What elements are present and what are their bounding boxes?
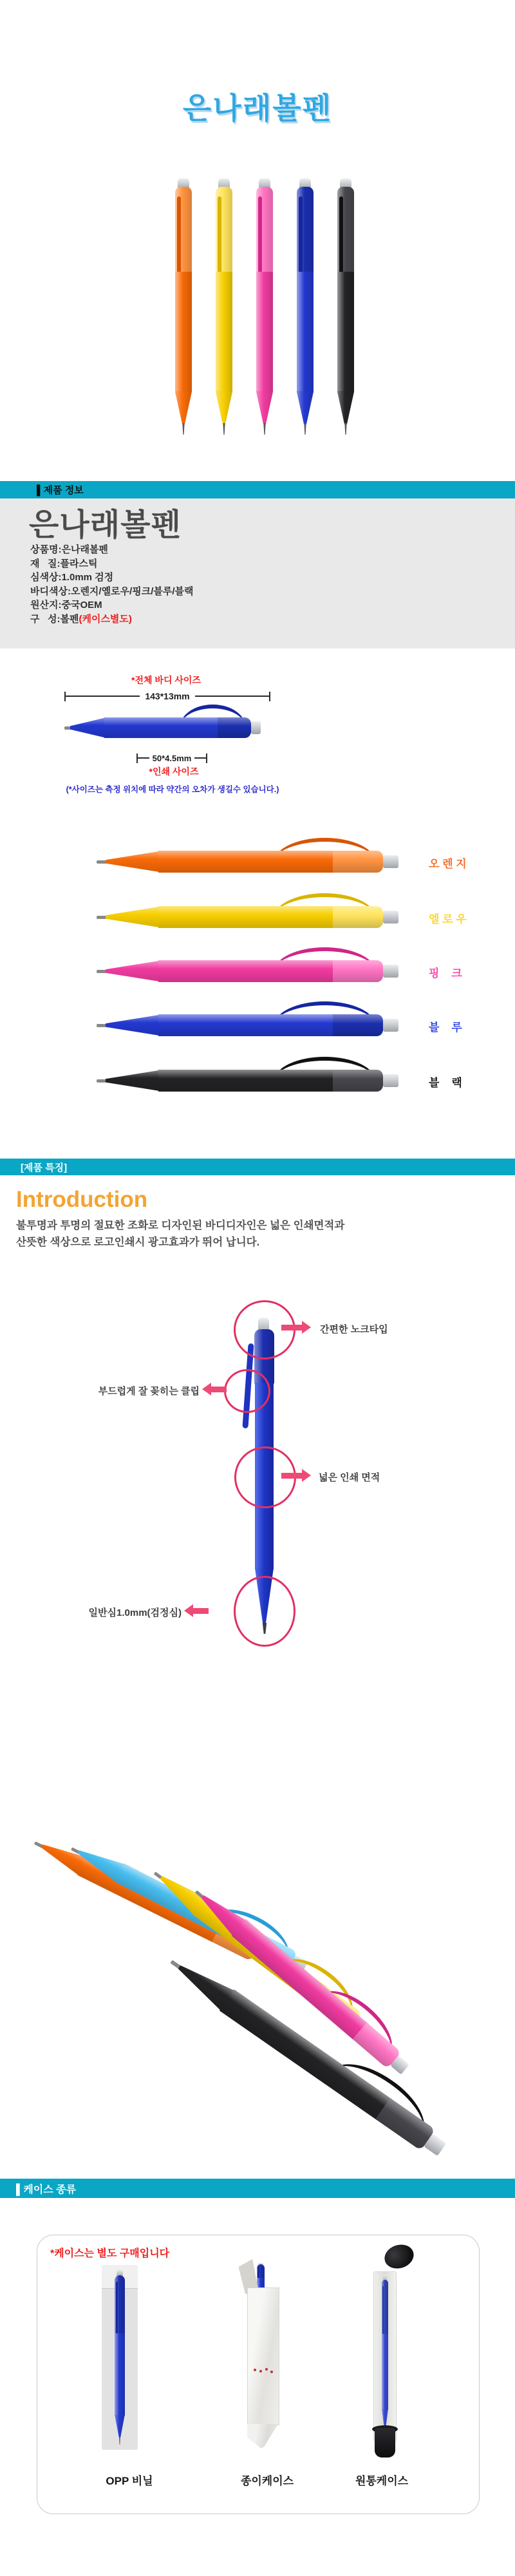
section-bar-label: ▌케이스 종류 — [16, 2184, 77, 2195]
pen-barrel — [297, 272, 314, 392]
hero-pen-blue — [291, 178, 319, 435]
arrow-shaft — [211, 1387, 227, 1392]
opp-case-pen-blue — [111, 2269, 128, 2445]
section-bar-label: ▌제품 정보 — [37, 485, 84, 496]
arrow-right-icon — [281, 1469, 311, 1482]
pen-barrel — [115, 2333, 125, 2416]
pen-clip — [258, 196, 262, 283]
pen-nock-section — [333, 1070, 384, 1092]
ruler-line — [195, 696, 269, 697]
pen-nock-section — [333, 1014, 384, 1036]
pen-barrel — [158, 960, 334, 982]
composition-red-note: (케이스별도) — [79, 613, 132, 625]
print-size-ruler — [136, 752, 207, 764]
color-row-label-blue: 블 루 — [429, 1021, 462, 1034]
pen-barrel — [216, 272, 232, 392]
pen-knock-button — [383, 855, 398, 868]
pen-tip — [97, 916, 107, 919]
row-pen-black — [97, 1062, 413, 1099]
case-label-cylinder: 원통케이스 — [355, 2475, 409, 2487]
size-pen-blue — [64, 710, 270, 746]
pen-nock-section — [333, 906, 384, 928]
pen-nock-section — [333, 851, 384, 873]
hero-pen-orange — [169, 178, 198, 435]
callout-clip: 부드럽게 잘 꽂히는 클립 — [98, 1386, 200, 1397]
pen-barrel — [382, 2334, 388, 2410]
arrow-head — [302, 1469, 311, 1482]
body-size-label: *전체 바디 사이즈 — [131, 675, 201, 685]
body-size-ruler — [64, 690, 270, 702]
pen-barrel — [175, 272, 192, 392]
pen-barrel — [158, 851, 334, 873]
info-line: 바디색상:오렌지/옐로우/핑크/블루/블랙 — [30, 585, 194, 597]
pen-cone — [70, 717, 108, 738]
pen-clip — [218, 196, 221, 283]
pen-cone — [106, 960, 163, 982]
case-purchase-note: *케이스는 별도 구매입니다 — [50, 2248, 170, 2259]
arrow-shaft — [193, 1608, 209, 1614]
ruler-line — [66, 696, 140, 697]
pen-cone — [216, 391, 232, 424]
pen-cone — [175, 391, 192, 424]
case-opp-vinyl — [102, 2265, 138, 2450]
color-row-label-orange: 오 렌 지 — [429, 858, 467, 870]
row-pen-orange — [97, 843, 413, 880]
pen-cone — [115, 2415, 125, 2438]
product-info-lines — [30, 543, 194, 626]
callout-knock-type: 간편한 노크타입 — [320, 1324, 388, 1335]
composition-label: 구 성:볼펜 — [30, 613, 79, 625]
color-row-label-pink: 핑 크 — [429, 967, 462, 980]
pen-tip — [223, 423, 225, 435]
info-line-composition — [30, 612, 194, 627]
diagram-circle-clip — [224, 1369, 270, 1413]
arrow-left-icon — [202, 1383, 227, 1396]
row-pen-blue — [97, 1007, 413, 1044]
pen-cone — [337, 391, 354, 424]
pen-tip — [97, 1079, 107, 1083]
hero-pen-yellow — [210, 178, 238, 435]
pen-knock-button — [383, 911, 398, 923]
cylinder-pen — [380, 2275, 390, 2437]
pen-knock-button — [383, 965, 398, 978]
ruler-tick — [206, 753, 207, 763]
pen-tip — [97, 860, 107, 864]
page-title: 은나래볼펜 — [182, 91, 333, 125]
pen-tip — [64, 726, 71, 730]
pen-cone — [106, 1070, 163, 1092]
case-paper — [247, 2262, 278, 2448]
pen-tip — [97, 1024, 107, 1027]
info-line: 상품명:은나래볼펜 — [30, 544, 108, 555]
pen-knock-button — [383, 1019, 398, 1032]
section-bar-product-info — [0, 481, 515, 498]
arrow-shaft — [281, 1325, 302, 1331]
cylinder-case-base — [375, 2428, 395, 2458]
pen-clip — [116, 2282, 118, 2341]
introduction-heading: Introduction — [16, 1187, 148, 1212]
introduction-body — [16, 1217, 344, 1251]
arrow-head — [302, 1321, 311, 1334]
pen-knock-button — [383, 1074, 398, 1087]
pen-barrel — [158, 1070, 334, 1092]
info-line: 심색상:1.0mm 검정 — [30, 572, 114, 583]
pen-cone — [297, 391, 314, 424]
pen-tip — [344, 423, 347, 435]
pen-cone — [106, 906, 163, 928]
size-tolerance-note: (*사이즈는 측정 위치에 따라 약간의 오차가 생길수 있습니다.) — [66, 785, 279, 794]
hero-pens-photo — [151, 178, 364, 435]
pen-barrel — [337, 272, 354, 392]
pen-barrel — [256, 272, 273, 392]
pen-tip — [97, 970, 107, 973]
callout-print-area: 넓은 인쇄 면적 — [319, 1472, 380, 1483]
paper-case-bottom — [247, 2424, 278, 2448]
callout-refill-tip: 일반심1.0mm(검정심) — [88, 1607, 182, 1618]
arrow-head — [202, 1383, 211, 1396]
pen-clip — [177, 196, 181, 283]
section-bar-features — [0, 1159, 515, 1175]
color-row-label-yellow: 엘 로 우 — [429, 913, 467, 925]
arrow-left-icon — [184, 1604, 209, 1617]
arrow-shaft — [281, 1473, 302, 1479]
pen-clip — [299, 196, 303, 283]
ruler-line — [138, 757, 149, 759]
section-bar-cases — [0, 2179, 515, 2198]
pen-nock-section — [218, 717, 250, 738]
introduction-line: 산뜻한 색상으로 로고인쇄시 광고효과가 뛰어 납니다. — [16, 1236, 260, 1248]
print-size-value: 50*4.5mm — [152, 753, 192, 763]
pen-knock-button — [251, 721, 261, 734]
introduction-line: 불투명과 투명의 절묘한 조화로 디자인된 바디디자인은 넓은 인쇄면적과 — [16, 1220, 345, 1231]
ruler-line — [194, 757, 206, 759]
pen-cone — [256, 391, 273, 424]
color-row-label-black: 블 랙 — [429, 1077, 462, 1089]
opp-pen — [111, 2269, 128, 2445]
pen-nock-section — [333, 960, 384, 982]
diagram-circle-tip — [234, 1576, 295, 1647]
paper-case-body — [247, 2287, 279, 2425]
cylinder-case-pen-blue — [380, 2275, 390, 2437]
pen-tip — [119, 2437, 121, 2445]
row-pen-yellow — [97, 898, 413, 936]
pen-cone — [106, 851, 163, 873]
case-label-paper: 종이케이스 — [240, 2475, 294, 2487]
body-size-value: 143*13mm — [145, 691, 190, 701]
pen-tip — [182, 423, 185, 435]
pen-barrel — [104, 717, 219, 738]
section-bar-label: [제품 특징] — [21, 1162, 68, 1173]
pen-barrel — [158, 1014, 334, 1036]
pen-tip — [304, 423, 306, 435]
pen-barrel — [158, 906, 334, 928]
product-info-title: 은나래볼펜 — [29, 508, 182, 542]
size-pen-photo — [64, 710, 270, 746]
case-label-opp: OPP 비닐 — [106, 2475, 153, 2487]
pen-cone — [106, 1014, 163, 1036]
print-size-label: *인쇄 사이즈 — [149, 766, 199, 777]
arrow-head — [184, 1604, 193, 1617]
row-pen-pink — [97, 952, 413, 990]
info-line: 원산지:중국OEM — [30, 600, 102, 611]
hero-pen-black — [332, 178, 360, 435]
ruler-tick — [269, 692, 270, 701]
case-cylinder — [373, 2271, 397, 2441]
pen-tip — [263, 423, 266, 435]
arrow-right-icon — [281, 1321, 311, 1334]
pen-clip — [339, 196, 343, 283]
paper-case-decoration — [254, 2369, 256, 2371]
info-line: 재 질:플라스틱 — [30, 558, 98, 569]
hero-pen-pink — [250, 178, 279, 435]
